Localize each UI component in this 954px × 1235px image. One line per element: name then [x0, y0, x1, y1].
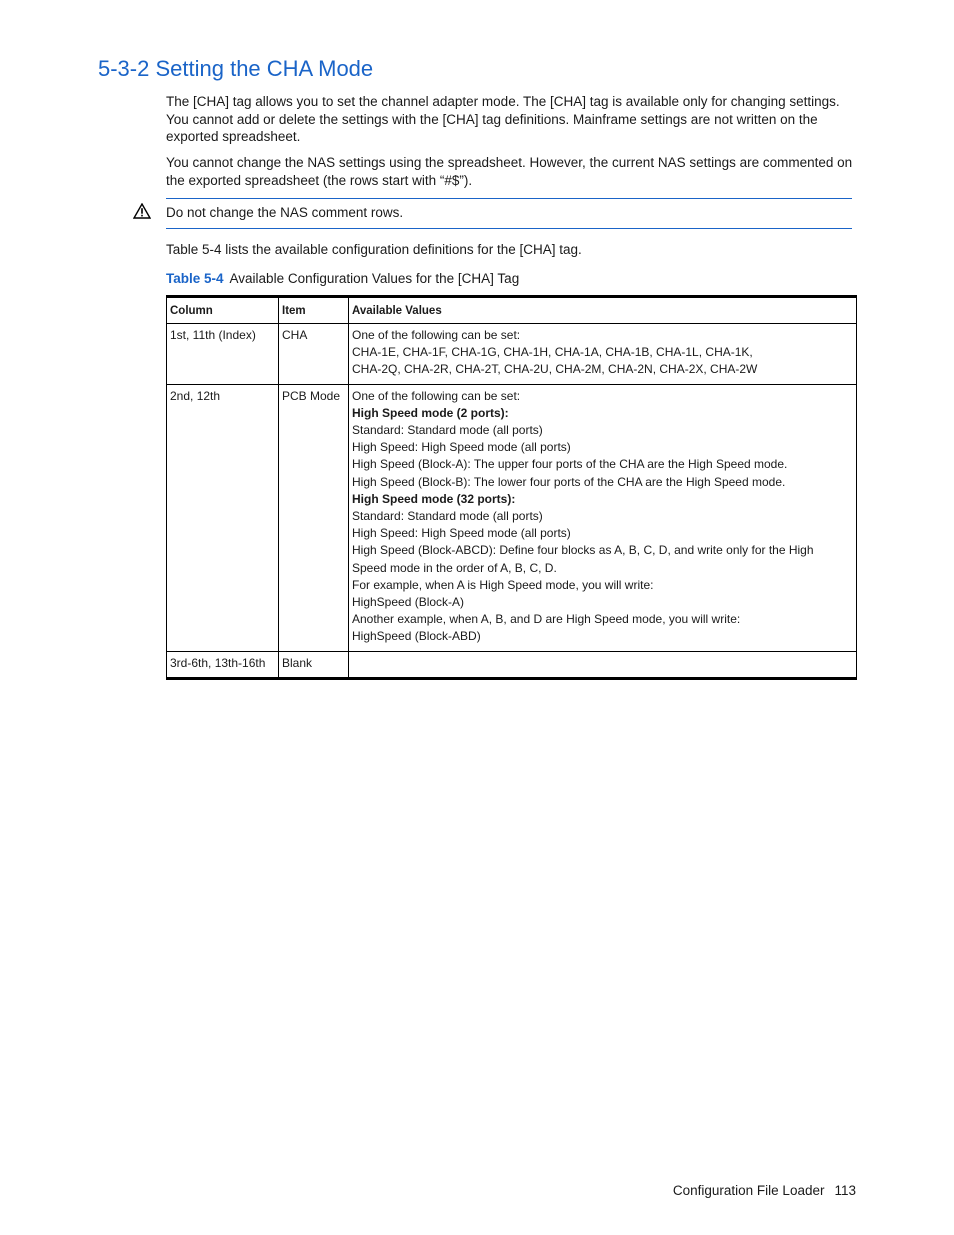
- header-item: Item: [279, 297, 349, 324]
- value-line: One of the following can be set:: [352, 328, 521, 342]
- table-body: [167, 324, 857, 679]
- page-number: 113: [834, 1183, 856, 1198]
- value-line: High Speed (Block-A): The upper four ports of the CHA are the High Speed mode.: [352, 457, 788, 472]
- value-line: High Speed mode (32 ports):: [352, 491, 516, 506]
- value-line: High Speed: High Speed mode (all ports): [352, 440, 571, 455]
- value-line: One of the following can be set:: [352, 388, 521, 403]
- footer-section-title: Configuration File Loader: [672, 1183, 825, 1198]
- cell-item: CHA: [279, 324, 349, 385]
- table-caption-text: Available Configuration Values for the [CHA] Tag: [229, 271, 520, 286]
- table-caption-number: Table 5-4: [166, 271, 224, 286]
- cell-available-values: [349, 651, 857, 678]
- value-line: High Speed (Block-B): The lower four ports of the CHA are the High Speed mode.: [352, 474, 786, 489]
- cell-item: PCB Mode: [279, 384, 349, 651]
- value-line: HighSpeed (Block-A): [352, 595, 465, 610]
- value-line: CHA-2Q, CHA-2R, CHA-2T, CHA-2U, CHA-2M, CHA-2N, CHA-2X, CHA-2W: [352, 362, 758, 377]
- intro-paragraph: The [CHA] tag allows you to set the channel adapter mode. The [CHA] tag is available only for changing settings. You cannot add or delete the settings with the [CHA] tag definitions. Mainframe settings are not written on the exported spreadsheet.: [166, 94, 840, 144]
- page-footer: [673, 1183, 856, 1198]
- value-line: Standard: Standard mode (all ports): [352, 509, 543, 524]
- header-available-values: Available Values: [349, 297, 857, 324]
- header-column: Column: [167, 297, 279, 324]
- table-row: [167, 651, 857, 678]
- cell-column: 3rd-6th, 13th-16th: [167, 651, 279, 678]
- value-line: Standard: Standard mode (all ports): [352, 423, 543, 438]
- warning-triangle-icon: [133, 203, 151, 219]
- table-header-row: [167, 297, 857, 324]
- cell-available-values: [349, 384, 857, 651]
- cell-column: 2nd, 12th: [167, 384, 279, 651]
- value-line: HighSpeed (Block-ABD): [352, 629, 481, 644]
- value-line: High Speed (Block-ABCD): Define four blocks as A, B, C, D, and write only for the High: [352, 543, 814, 558]
- value-line: Another example, when A, B, and D are High Speed mode, you will write:: [352, 612, 741, 627]
- nas-paragraph: You cannot change the NAS settings using the spreadsheet. However, the current NAS settings are commented on the exported spreadsheet (the rows start with “#$”).: [166, 155, 853, 188]
- value-line: High Speed: High Speed mode (all ports): [352, 526, 571, 541]
- value-line: For example, when A is High Speed mode, you will write:: [352, 577, 654, 592]
- caution-note: [166, 198, 852, 229]
- table-caption: [166, 271, 519, 286]
- value-line: Speed mode in the order of A, B, C, D.: [352, 560, 557, 575]
- section-heading: 5-3-2 Setting the CHA Mode: [98, 56, 374, 81]
- cell-available-values: [349, 324, 857, 385]
- cell-item: Blank: [279, 651, 349, 678]
- cell-column: 1st, 11th (Index): [167, 324, 279, 385]
- value-line: High Speed mode (2 ports):: [352, 405, 509, 420]
- caution-text: Do not change the NAS comment rows.: [166, 205, 404, 220]
- value-line: CHA-1E, CHA-1F, CHA-1G, CHA-1H, CHA-1A, CHA-1B, CHA-1L, CHA-1K,: [352, 345, 753, 360]
- cha-config-table: [166, 295, 857, 680]
- table-reference-paragraph: Table 5-4 lists the available configuration definitions for the [CHA] tag.: [166, 242, 582, 257]
- table-row: [167, 324, 857, 385]
- table-row: [167, 384, 857, 651]
